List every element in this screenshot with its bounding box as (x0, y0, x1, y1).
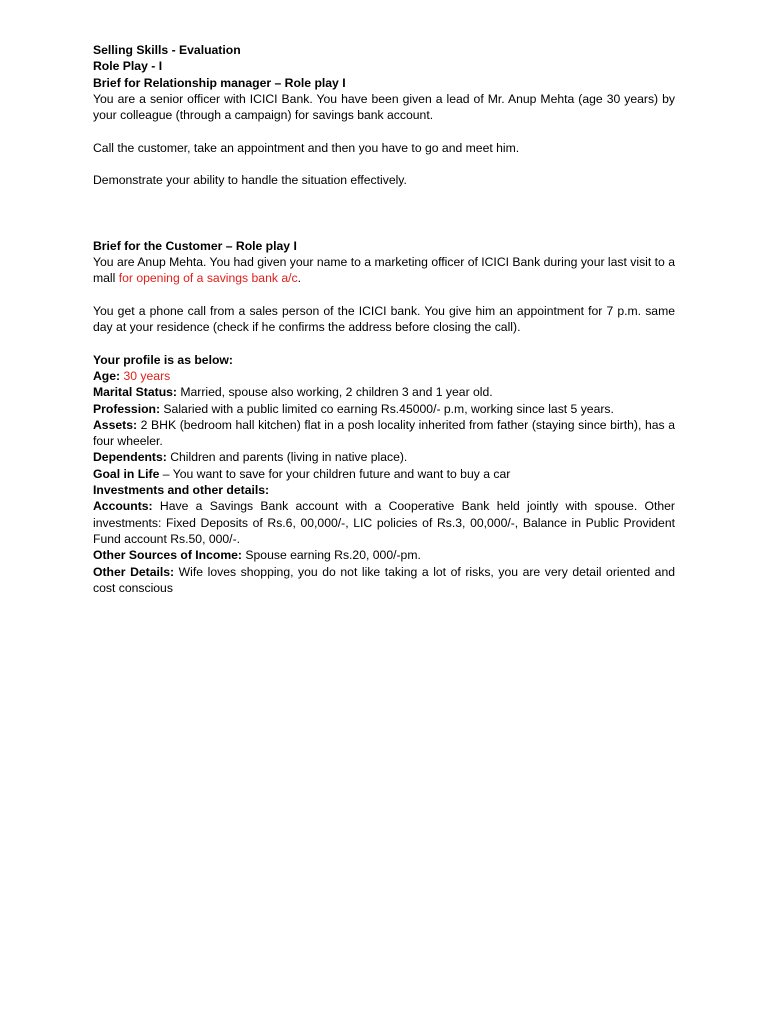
profile-assets (93, 417, 675, 450)
field-label: Age: (93, 368, 121, 383)
field-label: Other Details: (93, 564, 175, 579)
profile-age (93, 368, 675, 384)
field-value: Married, spouse also working, 2 children 3 and 1 year old. (176, 385, 493, 400)
field-label: Other Sources of Income: (93, 548, 242, 563)
document-subtitle: Role Play - I (93, 59, 163, 74)
customer-brief-heading: Brief for the Customer – Role play I (93, 238, 297, 253)
highlighted-text: for opening of a savings bank a/c (118, 271, 298, 286)
profile-other-details (93, 564, 675, 597)
field-value: Have a Savings Bank account with a Cooperative Bank held jointly with spouse. Other investments: Fixed Deposits of Rs.6, 00,000/-, LIC policies of Rs.3, 00,000/-, Balance in Public Provident Fund account Rs.50, 000/-. (93, 499, 675, 546)
profile-heading: Your profile is as below: (93, 352, 233, 367)
rm-brief-paragraph-1: You are a senior officer with ICICI Bank. You have been given a lead of Mr. Anup Mehta (age 30 years) by your colleague (through a campaign) for savings bank account. (93, 91, 675, 123)
profile-profession (93, 401, 675, 417)
spacer (93, 123, 675, 139)
document-title: Selling Skills - Evaluation (93, 43, 241, 57)
spacer (93, 156, 675, 172)
section-spacer (93, 189, 675, 238)
field-value: 2 BHK (bedroom hall kitchen) flat in a posh locality inherited from father (staying since birth), has a four wheeler. (93, 417, 675, 449)
customer-brief-paragraph-2: You get a phone call from a sales person of the ICICI bank. You give him an appointment for 7 p.m. same day at your residence (check if he confirms the address before closing the call). (93, 303, 675, 335)
spacer (93, 335, 675, 351)
paragraph-end: . (297, 271, 301, 286)
field-value: Children and parents (living in native place). (166, 450, 408, 465)
investments-heading: Investments and other details: (93, 483, 270, 498)
rm-brief-paragraph-3: Demonstrate your ability to handle the situation effectively. (93, 173, 407, 188)
profile-dependents (93, 449, 675, 465)
field-label: Dependents: (93, 450, 167, 465)
field-label: Goal in Life (93, 466, 160, 481)
field-label: Marital Status: (93, 385, 177, 400)
field-value: Salaried with a public limited co earning Rs.45000/- p.m, working since last 5 years. (160, 401, 614, 416)
field-value: 30 years (120, 368, 171, 383)
rm-brief-heading: Brief for Relationship manager – Role play I (93, 75, 346, 90)
field-label: Profession: (93, 401, 161, 416)
field-label: Accounts: (93, 499, 153, 514)
profile-other-income (93, 547, 675, 563)
field-label: Assets: (93, 417, 138, 432)
field-value: – You want to save for your children future and want to buy a car (159, 466, 511, 481)
customer-brief-paragraph-1 (93, 254, 675, 287)
spacer (93, 286, 675, 302)
paragraph-text: You are Anup Mehta. You had given your name to a marketing officer of ICICI Bank during your last visit to a mall (93, 254, 675, 286)
profile-goal (93, 466, 675, 482)
profile-accounts (93, 498, 675, 547)
profile-marital-status (93, 384, 675, 400)
rm-brief-paragraph-2: Call the customer, take an appointment and then you have to go and meet him. (93, 140, 520, 155)
field-value: Spouse earning Rs.20, 000/-pm. (242, 548, 421, 563)
field-value: Wife loves shopping, you do not like taking a lot of risks, you are very detail oriented and cost conscious (93, 564, 676, 595)
